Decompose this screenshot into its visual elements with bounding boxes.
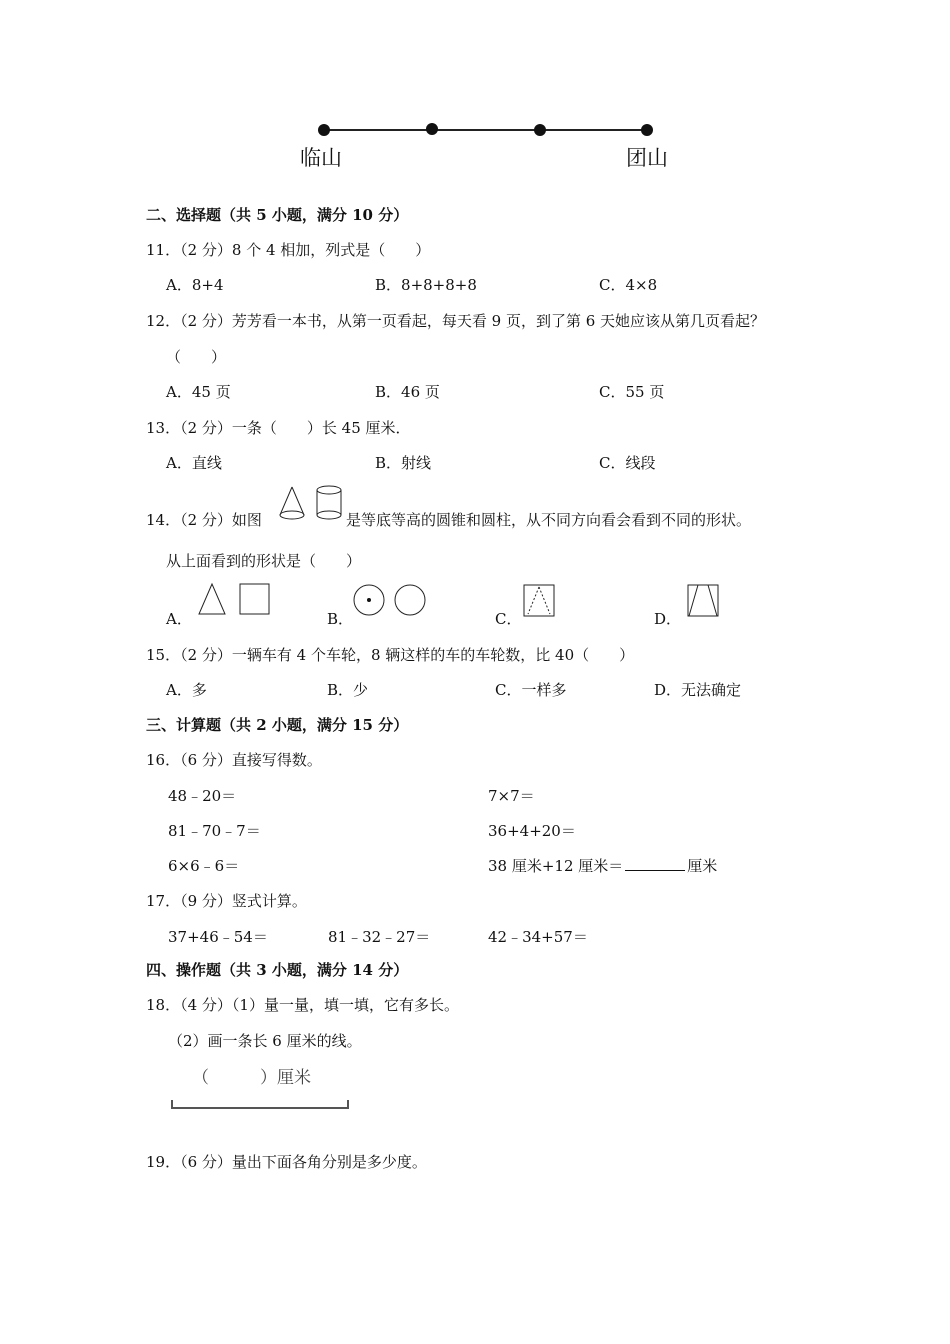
q14-option-b[interactable]: B． (327, 610, 354, 628)
q14-option-c[interactable]: C． (495, 610, 522, 628)
q14-option-d[interactable]: D． (654, 610, 682, 628)
q17-expr-1: 37+46﹣54＝ (168, 928, 268, 946)
q16-expr-6-suffix: 厘米 (687, 857, 718, 875)
route-right-label: 团山 (626, 146, 668, 170)
q15-option-b[interactable]: B．少 (327, 681, 369, 699)
q11-option-a[interactable]: A．8+4 (166, 276, 224, 294)
q18-part2: （2）画一条长 6 厘米的线。 (168, 1032, 362, 1050)
q16-stem: 16．（6 分）直接写得数。 (146, 751, 322, 769)
q13-option-a[interactable]: A．直线 (166, 454, 222, 472)
section-heading-calc: 三、计算题（共 2 小题，满分 15 分） (146, 716, 409, 734)
q12-option-a[interactable]: A．45 页 (166, 383, 231, 401)
line-segment (172, 1100, 348, 1108)
route-point (318, 124, 330, 136)
q17-stem: 17．（9 分）竖式计算。 (146, 892, 307, 910)
q14-stem-prefix: 14．（2 分）如图 (146, 511, 262, 529)
route-line-figure (300, 115, 680, 175)
cone-cylinder-figure (278, 485, 346, 525)
section-heading-choice: 二、选择题（共 5 小题，满分 10 分） (146, 206, 409, 224)
q14-option-a[interactable]: A． (166, 610, 192, 628)
q16-expr-6 (488, 855, 717, 876)
q14-option-c-shape (522, 583, 558, 619)
q14-option-b-shapes (352, 584, 432, 618)
route-point (426, 123, 438, 135)
q13-option-b[interactable]: B．射线 (375, 454, 432, 472)
square-dotted-triangle-icon (524, 585, 554, 616)
q18-line-segment-figure (168, 1096, 353, 1116)
q16-expr-6-prefix: 38 厘米+12 厘米＝ (488, 857, 624, 875)
circle-icon (395, 585, 425, 615)
q14-line2: 从上面看到的形状是（ ） (166, 552, 362, 570)
q15-option-d[interactable]: D．无法确定 (654, 681, 742, 699)
q16-expr-4: 36+4+20＝ (488, 822, 576, 840)
answer-blank[interactable] (625, 856, 685, 871)
q12-option-b[interactable]: B．46 页 (375, 383, 440, 401)
route-point (534, 124, 546, 136)
q12-stem: 12．（2 分）芳芳看一本书，从第一页看起，每天看 9 页，到了第 6 天她应该从第几页看起？ (146, 312, 766, 330)
q16-expr-5: 6×6﹣6＝ (168, 857, 240, 875)
q17-expr-3: 42﹣34+57＝ (488, 928, 588, 946)
cylinder-icon (317, 486, 341, 494)
q16-expr-3: 81﹣70﹣7＝ (168, 822, 261, 840)
route-point (641, 124, 653, 136)
q18-stem: 18．（4 分）（1）量一量，填一填，它有多长。 (146, 996, 459, 1014)
q14-stem-suffix: 是等底等高的圆锥和圆柱，从不同方向看会看到不同的形状。 (346, 511, 752, 529)
q18-figure-label: （ ）厘米 (192, 1068, 311, 1088)
q19-stem: 19．（6 分）量出下面各角分别是多少度。 (146, 1153, 427, 1171)
q13-stem: 13．（2 分）一条（ ）长 45 厘米． (146, 419, 411, 437)
q16-expr-2: 7×7＝ (488, 787, 535, 805)
q15-stem: 15．（2 分）一辆车有 4 个车轮，8 辆这样的车的车轮数，比 40（ ） (146, 646, 635, 664)
square-triangle-icon (688, 585, 718, 616)
q14-option-a-shapes (196, 582, 276, 618)
q12-option-c[interactable]: C．55 页 (599, 383, 665, 401)
section-heading-operation: 四、操作题（共 3 小题，满分 14 分） (146, 961, 409, 979)
q14-option-d-shape (686, 583, 722, 619)
triangle-icon (199, 584, 225, 614)
square-icon (240, 584, 269, 614)
q11-option-b[interactable]: B．8+8+8+8 (375, 276, 477, 294)
q16-expr-1: 48﹣20＝ (168, 787, 237, 805)
q11-option-c[interactable]: C．4×8 (599, 276, 658, 294)
q11-stem: 11．（2 分）8 个 4 相加，列式是（ ） (146, 241, 431, 259)
q17-expr-2: 81﹣32﹣27＝ (328, 928, 431, 946)
q15-option-c[interactable]: C．一样多 (495, 681, 567, 699)
route-left-label: 临山 (300, 146, 342, 170)
q13-option-c[interactable]: C．线段 (599, 454, 656, 472)
q15-option-a[interactable]: A．多 (166, 681, 207, 699)
q12-answer-paren: （ ） (166, 348, 227, 366)
